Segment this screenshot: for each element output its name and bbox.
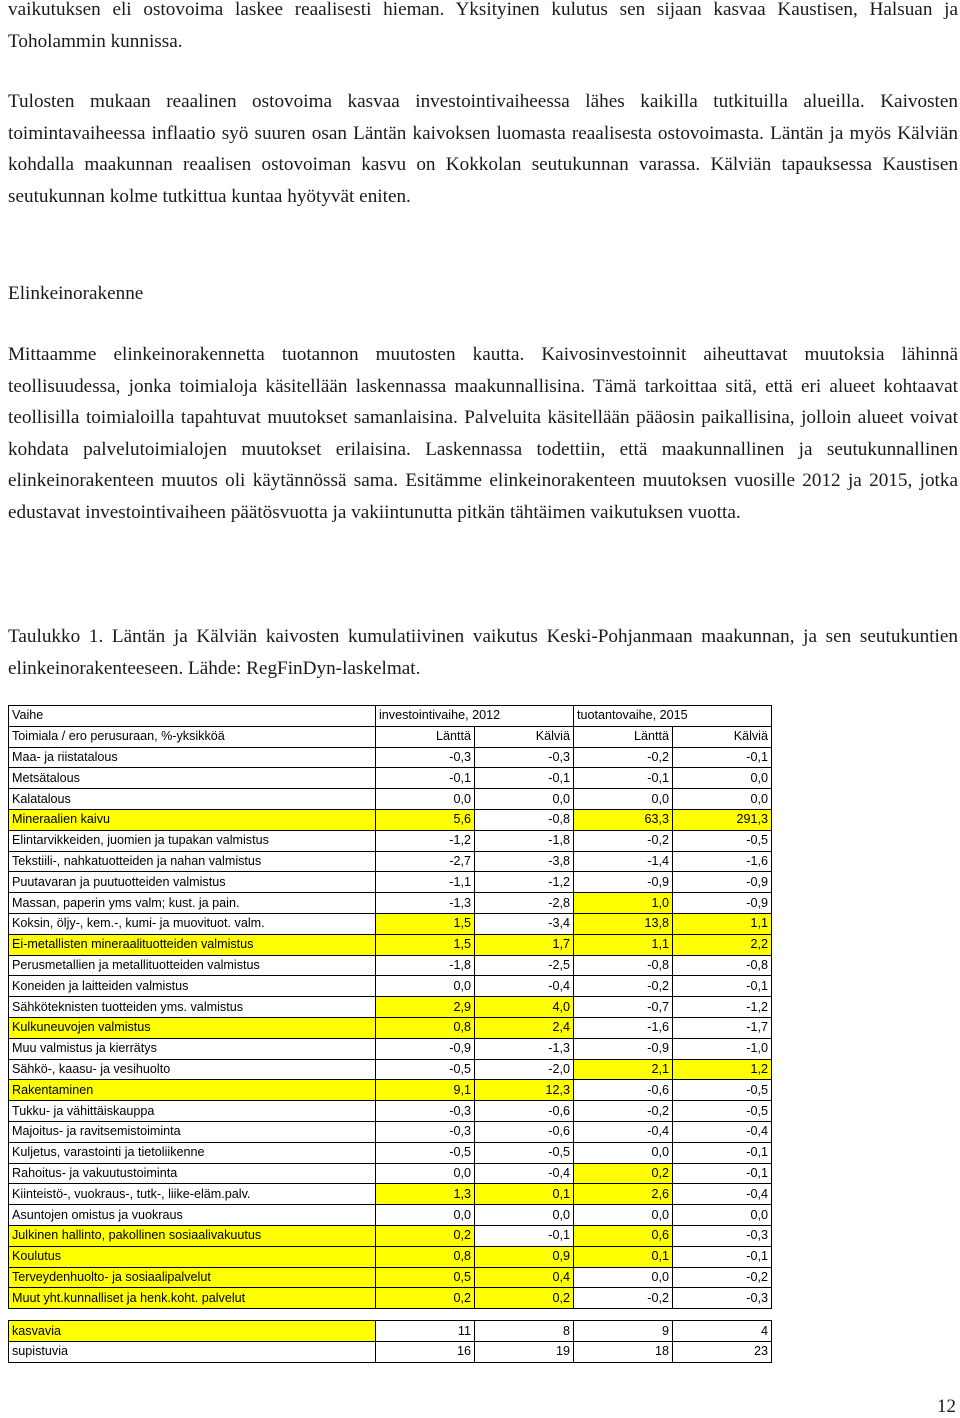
cell-value: 291,3	[673, 809, 772, 830]
cell-value: 1,2	[673, 1059, 772, 1080]
row-label: Julkinen hallinto, pakollinen sosiaalivakuutus	[9, 1225, 376, 1246]
row-label: Maa- ja riistatalous	[9, 747, 376, 768]
cell-value: 12,3	[475, 1080, 574, 1101]
table-row	[9, 955, 772, 976]
industry-impact-table	[8, 705, 772, 1363]
section-heading: Elinkeinorakenne	[8, 283, 144, 304]
cell-value: 4,0	[475, 997, 574, 1018]
cell-value: -1,6	[673, 851, 772, 872]
cell-value: 0,0	[475, 789, 574, 810]
header-col-lantta-2015: Länttä	[574, 726, 673, 747]
table-row	[9, 830, 772, 851]
cell-value: 0,0	[574, 1142, 673, 1163]
table-row	[9, 1059, 772, 1080]
row-label: Muut yht.kunnalliset ja henk.koht. palvelut	[9, 1288, 376, 1309]
cell-value: 0,5	[376, 1267, 475, 1288]
cell-value: 0,1	[574, 1246, 673, 1267]
cell-value: 0,0	[376, 976, 475, 997]
cell-value: -0,2	[574, 830, 673, 851]
cell-value: 1,3	[376, 1184, 475, 1205]
paragraph-intro: vaikutuksen eli ostovoima laskee reaalisesti hieman. Yksityinen kulutus sen sijaan kasvaa Kaustisen, Halsuan ja Toholammin kunnissa.	[8, 0, 958, 52]
table-row	[9, 1225, 772, 1246]
table-row	[9, 1121, 772, 1142]
row-label: Tukku- ja vähittäiskauppa	[9, 1101, 376, 1122]
header-col-kalvia-2012: Kälviä	[475, 726, 574, 747]
table-row	[9, 1080, 772, 1101]
spacer-cell	[376, 1309, 475, 1321]
header-phase-production: tuotantovaihe, 2015	[574, 706, 772, 727]
cell-value: -1,2	[475, 872, 574, 893]
row-label: Rakentaminen	[9, 1080, 376, 1101]
cell-value: 2,4	[475, 1017, 574, 1038]
cell-value: -0,1	[673, 1163, 772, 1184]
cell-value: 1,7	[475, 934, 574, 955]
table-spacer-row	[9, 1309, 772, 1321]
row-label: Rahoitus- ja vakuutustoiminta	[9, 1163, 376, 1184]
cell-value: 11	[376, 1321, 475, 1342]
cell-value: 19	[475, 1341, 574, 1362]
row-label: Puutavaran ja puutuotteiden valmistus	[9, 872, 376, 893]
table-row	[9, 1101, 772, 1122]
cell-value: 0,0	[673, 1205, 772, 1226]
cell-value: 2,1	[574, 1059, 673, 1080]
cell-value: -0,2	[574, 1101, 673, 1122]
cell-value: -1,3	[376, 893, 475, 914]
row-label: Sähköteknisten tuotteiden yms. valmistus	[9, 997, 376, 1018]
table-header-columns	[9, 726, 772, 747]
cell-value: -0,5	[376, 1142, 475, 1163]
cell-value: 0,1	[475, 1184, 574, 1205]
cell-value: 2,2	[673, 934, 772, 955]
cell-value: 9,1	[376, 1080, 475, 1101]
cell-value: 13,8	[574, 913, 673, 934]
row-label: Muu valmistus ja kierrätys	[9, 1038, 376, 1059]
cell-value: -0,3	[376, 1101, 475, 1122]
cell-value: -0,4	[673, 1121, 772, 1142]
cell-value: 0,2	[376, 1288, 475, 1309]
cell-value: 0,2	[376, 1225, 475, 1246]
row-label: Ei-metallisten mineraalituotteiden valmistus	[9, 934, 376, 955]
cell-value: 2,6	[574, 1184, 673, 1205]
cell-value: 0,0	[574, 789, 673, 810]
cell-value: -0,2	[574, 1288, 673, 1309]
cell-value: -0,8	[574, 955, 673, 976]
cell-value: -0,5	[673, 1080, 772, 1101]
cell-value: 0,0	[376, 789, 475, 810]
table-row	[9, 851, 772, 872]
cell-value: -1,3	[475, 1038, 574, 1059]
row-label: Kuljetus, varastointi ja tietoliikenne	[9, 1142, 376, 1163]
cell-value: 4	[673, 1321, 772, 1342]
cell-value: 1,5	[376, 913, 475, 934]
cell-value: -3,4	[475, 913, 574, 934]
cell-value: 23	[673, 1341, 772, 1362]
header-col-lantta-2012: Länttä	[376, 726, 475, 747]
row-label: Massan, paperin yms valm; kust. ja pain.	[9, 893, 376, 914]
table-row	[9, 1017, 772, 1038]
row-label: Tekstiili-, nahkatuotteiden ja nahan valmistus	[9, 851, 376, 872]
cell-value: -0,2	[673, 1267, 772, 1288]
cell-value: -2,0	[475, 1059, 574, 1080]
cell-value: -0,5	[673, 830, 772, 851]
cell-value: 0,0	[574, 1267, 673, 1288]
cell-value: 9	[574, 1321, 673, 1342]
table-row	[9, 976, 772, 997]
cell-value: -1,8	[376, 955, 475, 976]
cell-value: -0,1	[475, 1225, 574, 1246]
cell-value: 0,0	[376, 1163, 475, 1184]
table-caption: Taulukko 1. Läntän ja Kälviän kaivosten kumulatiivinen vaikutus Keski-Pohjanmaan maakunnan, ja sen seutukuntien elinkeinorakenteeseen. Lähde: RegFinDyn-laskelmat.	[8, 626, 958, 679]
cell-value: -1,6	[574, 1017, 673, 1038]
cell-value: -0,1	[574, 768, 673, 789]
cell-value: -0,9	[574, 872, 673, 893]
row-label: Asuntojen omistus ja vuokraus	[9, 1205, 376, 1226]
cell-value: 18	[574, 1341, 673, 1362]
cell-value: -1,2	[376, 830, 475, 851]
header-col-kalvia-2015: Kälviä	[673, 726, 772, 747]
cell-value: -0,6	[574, 1080, 673, 1101]
cell-value: -1,8	[475, 830, 574, 851]
cell-value: 0,8	[376, 1246, 475, 1267]
cell-value: 0,9	[475, 1246, 574, 1267]
page-number: 12	[937, 1396, 956, 1417]
cell-value: -0,1	[475, 768, 574, 789]
spacer-cell	[574, 1309, 673, 1321]
table-row	[9, 1288, 772, 1309]
paragraph-results: Tulosten mukaan reaalinen ostovoima kasvaa investointivaiheessa lähes kaikilla tutkituilla alueilla. Kaivosten toimintavaiheessa inflaatio syö suuren osan Läntän kaivoksen luomasta reaalisesta ostovoimasta. Läntän ja myös Kälviän kohdalla maakunnan reaalisen ostovoiman kasvu on Kokkolan seutukunnan varassa. Kälviän tapauksessa Kaustisen seutukunnan kolme tutkittua kuntaa hyötyvät eniten.	[8, 91, 958, 207]
cell-value: 0,2	[574, 1163, 673, 1184]
cell-value: -0,6	[475, 1101, 574, 1122]
table-row	[9, 747, 772, 768]
cell-value: -0,4	[574, 1121, 673, 1142]
row-label: Terveydenhuolto- ja sosiaalipalvelut	[9, 1267, 376, 1288]
cell-value: -0,4	[475, 1163, 574, 1184]
table-row	[9, 1163, 772, 1184]
cell-value: -1,7	[673, 1017, 772, 1038]
table-row	[9, 1038, 772, 1059]
cell-value: 0,8	[376, 1017, 475, 1038]
cell-value: 0,0	[673, 789, 772, 810]
summary-row	[9, 1341, 772, 1362]
cell-value: -0,6	[475, 1121, 574, 1142]
row-label: Sähkö-, kaasu- ja vesihuolto	[9, 1059, 376, 1080]
cell-value: -0,3	[475, 747, 574, 768]
cell-value: 0,0	[475, 1205, 574, 1226]
cell-value: -0,8	[673, 955, 772, 976]
cell-value: -0,5	[475, 1142, 574, 1163]
cell-value: 5,6	[376, 809, 475, 830]
cell-value: -0,1	[673, 747, 772, 768]
table-row	[9, 1267, 772, 1288]
cell-value: -0,3	[376, 1121, 475, 1142]
spacer-cell	[673, 1309, 772, 1321]
cell-value: -1,1	[376, 872, 475, 893]
cell-value: 16	[376, 1341, 475, 1362]
cell-value: -1,4	[574, 851, 673, 872]
cell-value: -0,1	[673, 976, 772, 997]
table-row	[9, 809, 772, 830]
row-label: kasvavia	[9, 1321, 376, 1342]
row-label: Mineraalien kaivu	[9, 809, 376, 830]
row-label: Kiinteistö-, vuokraus-, tutk-, liike-eläm.palv.	[9, 1184, 376, 1205]
cell-value: -0,5	[376, 1059, 475, 1080]
cell-value: 8	[475, 1321, 574, 1342]
row-label: Elintarvikkeiden, juomien ja tupakan valmistus	[9, 830, 376, 851]
table-row	[9, 872, 772, 893]
cell-value: -0,3	[673, 1288, 772, 1309]
header-label-phase: Vaihe	[9, 706, 376, 727]
cell-value: -0,1	[673, 1246, 772, 1267]
table-row	[9, 1246, 772, 1267]
cell-value: 0,0	[376, 1205, 475, 1226]
cell-value: -3,8	[475, 851, 574, 872]
cell-value: -1,2	[673, 997, 772, 1018]
cell-value: 0,4	[475, 1267, 574, 1288]
cell-value: 0,2	[475, 1288, 574, 1309]
cell-value: -0,8	[475, 809, 574, 830]
cell-value: -0,4	[673, 1184, 772, 1205]
table-row	[9, 1142, 772, 1163]
table-row	[9, 934, 772, 955]
row-label: Metsätalous	[9, 768, 376, 789]
cell-value: 1,1	[574, 934, 673, 955]
cell-value: -0,9	[574, 1038, 673, 1059]
cell-value: -0,1	[673, 1142, 772, 1163]
row-label: Koksin, öljy-, kem.-, kumi- ja muovituot. valm.	[9, 913, 376, 934]
cell-value: 1,1	[673, 913, 772, 934]
table-row	[9, 913, 772, 934]
spacer-cell	[9, 1309, 376, 1321]
cell-value: -0,3	[673, 1225, 772, 1246]
table-header-phase	[9, 706, 772, 727]
cell-value: 0,0	[673, 768, 772, 789]
cell-value: -0,2	[574, 976, 673, 997]
cell-value: -0,3	[376, 747, 475, 768]
spacer-cell	[475, 1309, 574, 1321]
cell-value: 2,9	[376, 997, 475, 1018]
table-row	[9, 768, 772, 789]
cell-value: -1,0	[673, 1038, 772, 1059]
cell-value: -0,5	[673, 1101, 772, 1122]
cell-value: -0,1	[376, 768, 475, 789]
cell-value: -0,9	[673, 893, 772, 914]
cell-value: -0,9	[673, 872, 772, 893]
row-label: Perusmetallien ja metallituotteiden valmistus	[9, 955, 376, 976]
table-row	[9, 893, 772, 914]
cell-value: 0,0	[574, 1205, 673, 1226]
table-row	[9, 1205, 772, 1226]
cell-value: -0,9	[376, 1038, 475, 1059]
cell-value: 1,5	[376, 934, 475, 955]
row-label: Kulkuneuvojen valmistus	[9, 1017, 376, 1038]
header-phase-investment: investointivaihe, 2012	[376, 706, 574, 727]
table-row	[9, 997, 772, 1018]
cell-value: -2,5	[475, 955, 574, 976]
table-row	[9, 1184, 772, 1205]
row-label: Majoitus- ja ravitsemistoiminta	[9, 1121, 376, 1142]
cell-value: -0,2	[574, 747, 673, 768]
cell-value: -2,8	[475, 893, 574, 914]
row-label: supistuvia	[9, 1341, 376, 1362]
row-label: Koulutus	[9, 1246, 376, 1267]
header-label-sector: Toimiala / ero perusuraan, %-yksikköä	[9, 726, 376, 747]
row-label: Koneiden ja laitteiden valmistus	[9, 976, 376, 997]
summary-row	[9, 1321, 772, 1342]
paragraph-industry-structure: Mittaamme elinkeinorakennetta tuotannon muutosten kautta. Kaivosinvestoinnit aiheuttavat muutoksia lähinnä teollisuudessa, jonka toimialoja käsitellään laskennassa maakunnallisina. Tämä tarkoittaa sitä, että eri alueet kohtaavat teollisilla toimialoilla tapahtuvat muutokset samanlaisina. Palveluita käsitellään pääosin paikallisina, jolloin alueet voivat kohdata palvelutoimialojen muutokset erilaisina. Laskennassa todettiin, että maakunnallinen ja seutukunnallinen elinkeinorakenteen muutos oli käytännössä sama. Esitämme elinkeinorakenteen muutoksen vuosille 2012 ja 2015, jotka edustavat investointivaiheen päätösvuotta ja vakiintunutta pitkän tähtäimen vaikutuksen vuotta.	[8, 344, 958, 523]
cell-value: -0,4	[475, 976, 574, 997]
cell-value: 0,6	[574, 1225, 673, 1246]
table-row	[9, 789, 772, 810]
cell-value: -2,7	[376, 851, 475, 872]
cell-value: -0,7	[574, 997, 673, 1018]
row-label: Kalatalous	[9, 789, 376, 810]
cell-value: 63,3	[574, 809, 673, 830]
cell-value: 1,0	[574, 893, 673, 914]
